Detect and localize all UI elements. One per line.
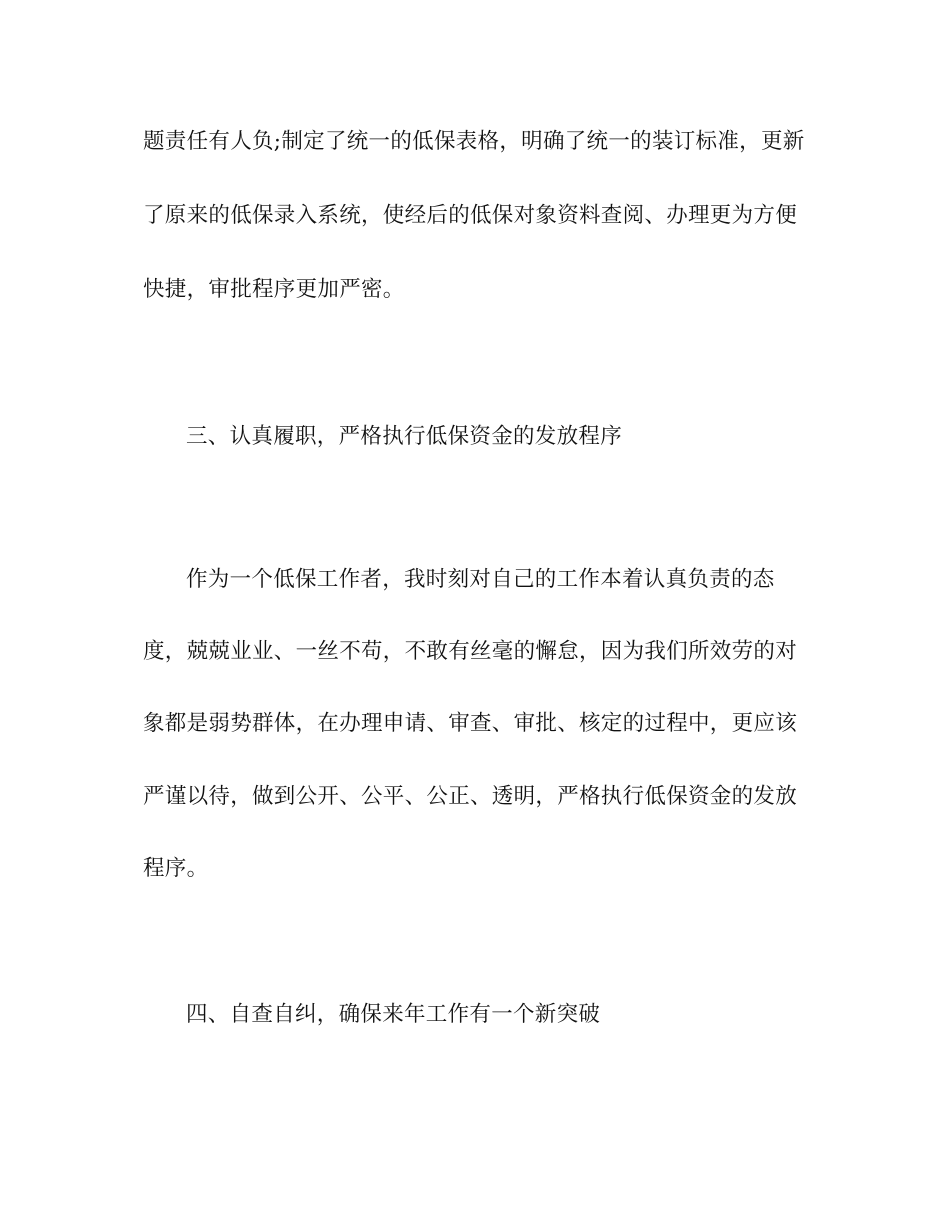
paragraph-line: 了原来的低保录入系统，使经后的低保对象资料查阅、办理更为方便 [143,203,798,228]
paragraph-line: 严谨以待，做到公开、公平、公正、透明，严格执行低保资金的发放 [143,784,798,809]
paragraph-line: 作为一个低保工作者，我时刻对自己的工作本着认真负责的态 [186,567,775,592]
paragraph-line: 度，兢兢业业、一丝不苟，不敢有丝毫的懈怠，因为我们所效劳的对 [143,639,798,664]
paragraph-line: 快捷，审批程序更加严密。 [143,277,405,302]
paragraph-line: 程序。 [143,856,209,881]
paragraph-line: 题责任有人负;制定了统一的低保表格，明确了统一的装订标准，更新 [143,129,805,154]
section-heading-three: 三、认真履职，严格执行低保资金的发放程序 [186,424,623,449]
paragraph-line: 象都是弱势群体，在办理申请、审查、审批、核定的过程中，更应该 [143,711,798,736]
section-heading-four: 四、自查自纠，确保来年工作有一个新突破 [186,1002,601,1027]
